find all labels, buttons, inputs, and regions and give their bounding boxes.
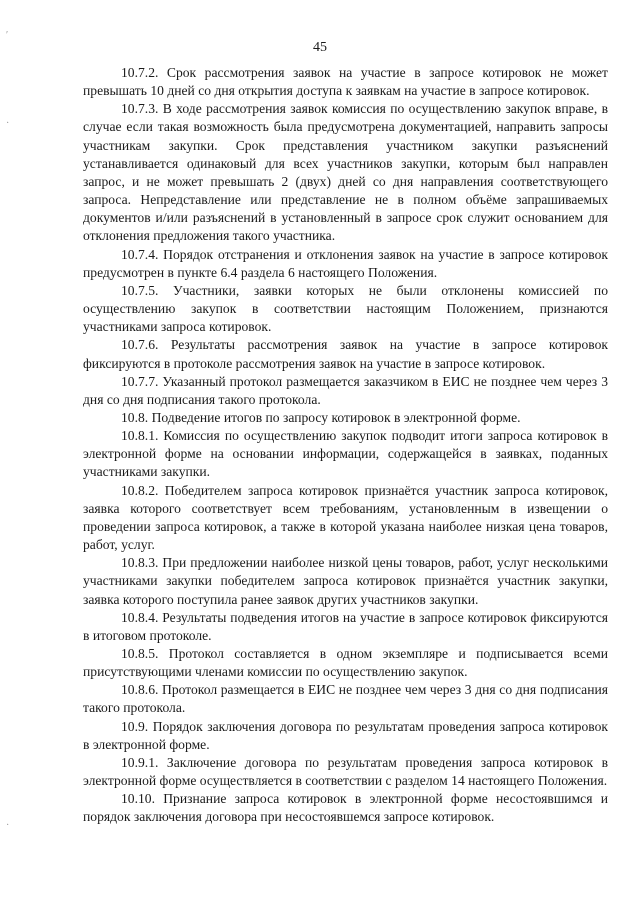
paragraph-10-7-6: 10.7.6. Результаты рассмотрения заявок на участие в запросе котировок фиксируются в протоколе рассмотрения заявок на участие в запросе котировок. — [83, 337, 608, 371]
document-body — [83, 64, 608, 827]
paragraph-10-7-4: 10.7.4. Порядок отстранения и отклонения заявок на участие в запросе котировок предусмотрен в пункте 6.4 раздела 6 настоящего Положения. — [83, 246, 608, 280]
paragraph-10-8: 10.8. Подведение итогов по запросу котировок в электронной форме. — [121, 409, 521, 425]
paragraph-10-10: 10.10. Признание запроса котировок в электронной форме несостоявшимся и порядок заключения договора при несостоявшемся запросе котировок. — [83, 791, 608, 825]
binding-mark: · — [6, 820, 10, 831]
binding-mark: ′ — [6, 30, 9, 41]
paragraph-10-8-1: 10.8.1. Комиссия по осуществлению закупок подводит итоги запроса котировок в электронной форме на основании информации, содержащейся в заявках, поданных участниками закупки. — [83, 428, 608, 480]
paragraph-10-7-3: 10.7.3. В ходе рассмотрения заявок комиссия по осуществлению закупок вправе, в случае если такая возможность была предусмотрена документацией, направить запросы участникам закупки. Срок представления участником закупки разъяснений устанавливается одинаковый для всех участников закупки, которым был направлен запрос, и не может превышать 2 (двух) дней со дня направления соответствующего запроса. Непредставление или представление не в полном объёме запрашиваемых документов и/или разъяснений в установленный в запросе срок служит основанием для отклонения предложения такого участника. — [83, 101, 608, 244]
paragraph-10-8-3: 10.8.3. При предложении наиболее низкой цены товаров, работ, услуг несколькими участниками закупки победителем запроса котировок признаётся участник закупки, заявка которого поступила ранее заявок других участников закупки. — [83, 555, 608, 607]
page-number: 45 — [313, 40, 327, 55]
paragraph-10-9: 10.9. Порядок заключения договора по результатам проведения запроса котировок в электронной форме. — [83, 718, 608, 752]
paragraph-10-7-7: 10.7.7. Указанный протокол размещается заказчиком в ЕИС не позднее чем через 3 дня со дня подписания такого протокола. — [83, 373, 608, 407]
paragraph-10-8-5: 10.8.5. Протокол составляется в одном экземпляре и подписывается всеми присутствующими членами комиссии по осуществлению закупок. — [83, 646, 608, 680]
binding-mark: · — [6, 118, 10, 129]
paragraph-10-7-5: 10.7.5. Участники, заявки которых не были отклонены комиссией по осуществлению закупок в соответствии настоящим Положением, признаются участниками запроса котировок. — [83, 282, 608, 335]
paragraph-10-8-2: 10.8.2. Победителем запроса котировок признаётся участник запроса котировок, заявка которого соответствует всем требованиям, установленным в извещении о проведении запроса котировок, а также в которой указана наиболее низкая цена товаров, работ, услуг. — [83, 482, 608, 553]
paragraph-10-8-6: 10.8.6. Протокол размещается в ЕИС не позднее чем через 3 дня со дня подписания такого протокола. — [83, 682, 608, 716]
paragraph-10-8-4: 10.8.4. Результаты подведения итогов на участие в запросе котировок фиксируются в итоговом протоколе. — [83, 609, 608, 643]
paragraph-10-7-2: 10.7.2. Срок рассмотрения заявок на участие в запросе котировок не может превышать 10 дней со дня открытия доступа к заявкам на участие в запросе котировок. — [83, 65, 608, 99]
paragraph-10-9-1: 10.9.1. Заключение договора по результатам проведения запроса котировок в электронной форме осуществляется в соответствии с разделом 14 настоящего Положения. — [83, 754, 608, 789]
